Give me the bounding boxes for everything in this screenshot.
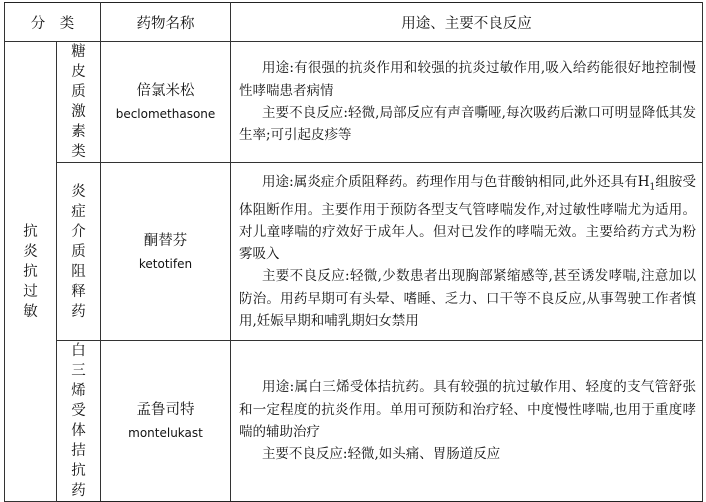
usage-cell [231,163,703,341]
header-usage: 用途、主要不良反应 [231,3,703,42]
drug-name-cell [101,42,231,163]
drug-table [4,2,703,502]
table-row [5,341,703,502]
drug-name-cn: 酮替芬 [143,232,188,249]
drug-name-cell [101,341,231,502]
subcategory-label: 炎症介质阻释药 [71,183,86,320]
adverse-reaction-text: 主要不良反应:轻微,少数患者出现胸部紧缩感等,甚至诱发哮喘,注意加以防治。用药早期可有头晕、嗜睡、乏力、口干等不良反应,从事驾驶工作者慎用,妊娠早期和哺乳期妇女禁用 [239,268,696,330]
usage-text: 用途:有很强的抗炎作用和较强的抗炎过敏作用,吸入给药能很好地控制慢性哮喘患者病情 [239,60,696,99]
drug-name-en: ketotifen [138,256,193,271]
usage-text: 用途:属白三烯受体拮抗药。具有较强的抗过敏作用、轻度的支气管舒张和一定程度的抗炎作用。单用可预防和治疗轻、中度慢性哮喘,也用于重度哮喘的辅助治疗 [239,379,696,440]
usage-text-part: 用途:属炎症介质阻释药。药理作用与色苷酸钠相同,此外还具有H [261,173,650,190]
usage-cell [231,341,703,502]
table-row [5,42,703,163]
drug-name-cell [101,163,231,341]
table-row [5,163,703,341]
header-drug-name: 药物名称 [101,3,231,42]
header-category: 分 类 [5,3,101,42]
drug-name-cn: 倍氯米松 [136,83,195,99]
subcategory-cell [57,341,101,502]
usage-cell [231,42,703,163]
subscript-digit: 1 [649,182,656,193]
adverse-reaction-text: 主要不良反应:轻微,如头痛、胃肠道反应 [261,446,501,463]
usage-text [239,171,696,266]
header-row [5,3,703,42]
subcategory-label: 白三烯受体拮抗药 [71,343,86,499]
drug-name-en: montelukast [128,426,203,440]
usage-text-part: 组胺受体阻断作用。主要作用于预防各型支气管哮喘发作,对过敏性哮喘尤为适用。对儿童哮喘的疗效好于成年人。但对已发作的哮喘无效。主要给药方式为粉雾吸入 [239,173,696,263]
category-cell [5,42,57,502]
drug-name-en: beclomethasone [115,107,216,121]
subcategory-cell [57,42,101,163]
adverse-reaction-text: 主要不良反应:轻微,局部反应有声音嘶哑,每次吸药后漱口可明显降低其发生率;可引起皮疹等 [239,105,696,144]
drug-name-cn: 孟鲁司特 [136,402,195,418]
subcategory-cell [57,163,101,341]
subcategory-label: 糖皮质激素类 [71,44,86,160]
category-label: 抗炎抗过敏 [23,223,38,320]
